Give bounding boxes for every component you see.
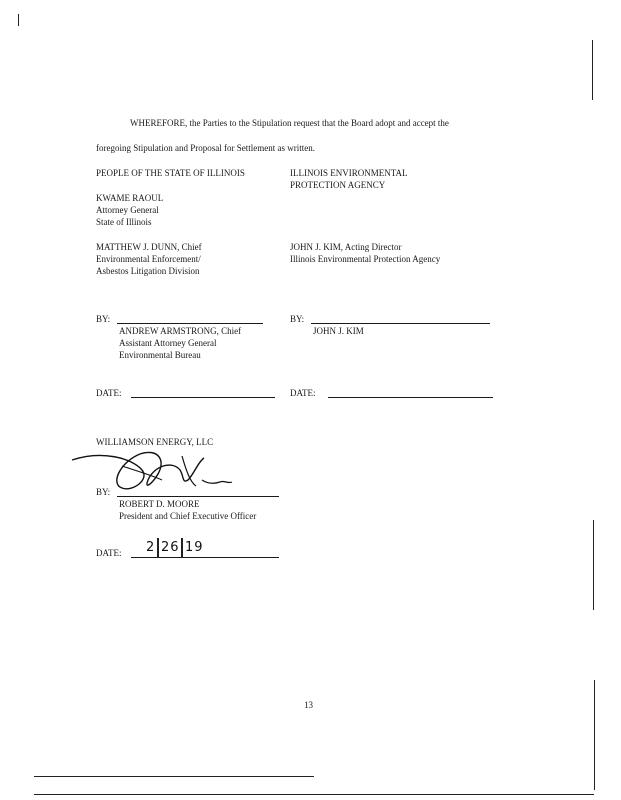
company-by-label: BY: <box>96 487 111 497</box>
company-signature-line <box>117 496 279 497</box>
attorney-state: State of Illinois <box>96 217 152 227</box>
scan-edge-right <box>592 40 593 100</box>
foregoing-line: foregoing Stipulation and Proposal for Settlement as written. <box>96 143 315 153</box>
page-number: 13 <box>304 700 313 710</box>
scan-edge-top <box>18 14 19 26</box>
scan-edge-bottom-2 <box>34 794 594 795</box>
left-by-label: BY: <box>96 314 111 324</box>
scan-edge-right-3 <box>594 680 595 790</box>
scan-edge-bottom <box>34 776 314 777</box>
scan-edge-right-2 <box>593 520 594 610</box>
company-date-label: DATE: <box>96 548 122 558</box>
company-signer-name: ROBERT D. MOORE <box>119 499 200 509</box>
left-date-label: DATE: <box>96 388 122 398</box>
right-signer-name: JOHN J. KIM <box>313 326 364 336</box>
attorney-name: KWAME RAOUL <box>96 193 164 203</box>
left-signer-bureau: Environmental Bureau <box>119 350 201 360</box>
company-date-month: 2 <box>146 540 156 555</box>
iepa-heading-2: PROTECTION AGENCY <box>290 180 386 190</box>
wherefore-line: WHEREFORE, the Parties to the Stipulation request that the Board adopt and accept the <box>130 118 449 128</box>
right-date-label: DATE: <box>290 388 316 398</box>
company-name: WILLIAMSON ENERGY, LLC <box>96 437 214 447</box>
right-date-line <box>328 397 493 398</box>
right-signature-line <box>311 323 490 324</box>
date-slash-2 <box>181 538 183 558</box>
chief-name: MATTHEW J. DUNN, Chief <box>96 242 202 252</box>
company-signer-title: President and Chief Executive Officer <box>119 511 257 521</box>
left-date-line <box>131 397 275 398</box>
agency-name: Illinois Environmental Protection Agency <box>290 254 441 264</box>
left-signer-title: Assistant Attorney General <box>119 338 217 348</box>
chief-division-2: Asbestos Litigation Division <box>96 266 200 276</box>
handwritten-signature <box>62 440 252 500</box>
company-date-line <box>131 557 279 558</box>
company-date-year: 19 <box>185 540 204 555</box>
left-signer-name: ANDREW ARMSTRONG, Chief <box>119 326 242 336</box>
director-name: JOHN J. KIM, Acting Director <box>290 242 402 252</box>
date-slash-1 <box>157 538 159 558</box>
people-heading: PEOPLE OF THE STATE OF ILLINOIS <box>96 168 245 178</box>
iepa-heading: ILLINOIS ENVIRONMENTAL <box>290 168 408 178</box>
company-date-day: 26 <box>161 540 180 555</box>
attorney-title: Attorney General <box>96 205 159 215</box>
chief-division: Environmental Enforcement/ <box>96 254 201 264</box>
right-by-label: BY: <box>290 314 305 324</box>
left-signature-line <box>117 323 263 324</box>
